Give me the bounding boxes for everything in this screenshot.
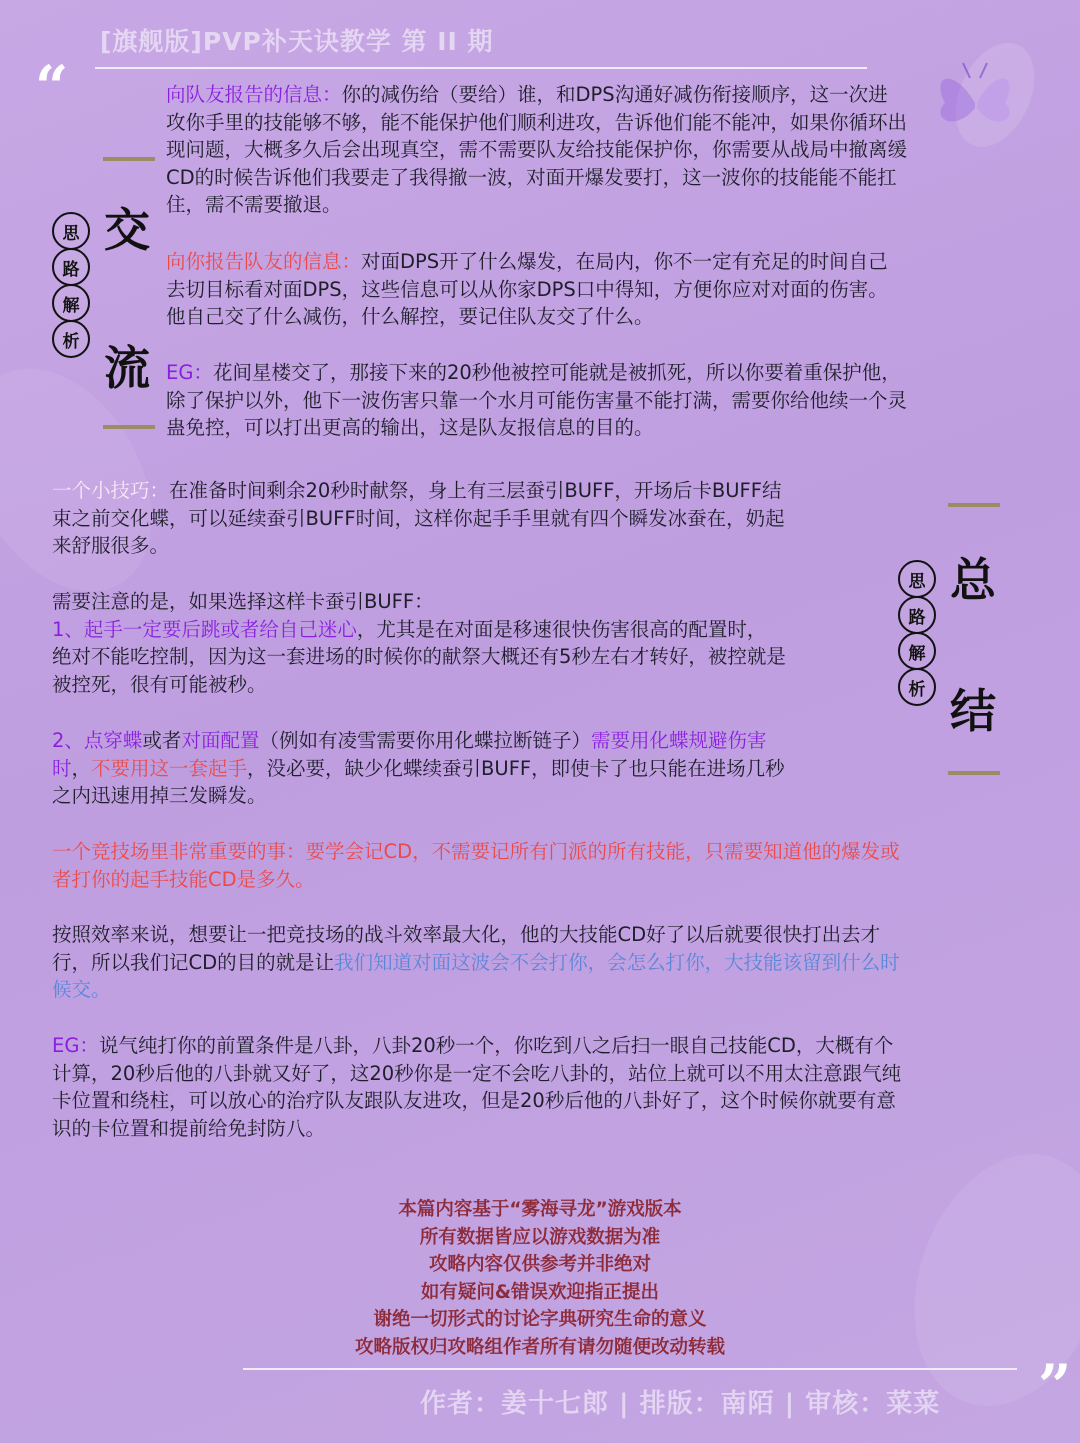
paragraph-line: CD的时候告诉他们我要走了我得撤一波，对面开爆发要打，这一波你的技能能不能扛 — [166, 165, 897, 189]
paragraph-lead: 向队友报告的信息： — [166, 83, 342, 106]
text-segment: 行，所以我们记CD的目的就是让 — [52, 950, 335, 974]
paragraph-line: 攻你手里的技能够不够，能不能保护他们顺利进攻，告诉他们能不能冲，如果你循环出 — [166, 110, 908, 134]
seal-char: 析 — [898, 668, 936, 706]
seal-char: 路 — [52, 248, 90, 286]
page-title: [旗舰版]PVP补天诀教学 第 II 期 — [100, 27, 494, 56]
paragraph-line: 绝对不能吃控制，因为这一套进场的时候你的献祭大概还有5秒左右才转好，被控就是 — [52, 645, 786, 668]
text-segment: （例如有凌雪需要你用化蝶拉断链子） — [259, 729, 591, 752]
close-quote-icon: ” — [1038, 1352, 1072, 1420]
text-segment: 对面配置 — [181, 729, 260, 752]
disclaimer-notes — [0, 1196, 1080, 1362]
seal-char: 析 — [52, 320, 90, 358]
section-label-char: 交 — [104, 203, 150, 257]
paragraph-line: 者打你的起手技能CD是多久。 — [52, 867, 315, 891]
paragraph-efficiency — [52, 921, 1042, 1004]
paragraph-report-to-you — [166, 248, 1036, 331]
paragraph-line: 对面DPS开了什么爆发，在局内，你不一定有充足的时间自己 — [361, 250, 888, 273]
paragraph-line: 去切目标看对面DPS，这些信息可以从你家DPS口中得知，方便你应对对面的伤害。 — [166, 277, 888, 301]
paragraph-line: 现问题，大概多久后会出现真空，需不需要队友给技能保护你，你需要从战局中撤离缓 — [166, 138, 908, 161]
paragraph-report-to-team — [166, 81, 1036, 219]
seal-char: 思 — [898, 560, 936, 598]
paragraph-lead: 向你报告队友的信息： — [166, 250, 362, 273]
seal-char: 路 — [898, 596, 936, 634]
paragraph-important — [52, 838, 1042, 893]
paragraph-line: ，尤其是在对面是移速很快伤害很高的配置时， — [356, 617, 767, 641]
paragraph-example-2 — [52, 1032, 1042, 1142]
note-line: 谢绝一切形式的讨论字典研究生命的意义 — [373, 1309, 707, 1331]
item-lead: 2、点穿蝶 — [52, 729, 143, 752]
paragraph-line: 被控死，很有可能被秒。 — [52, 672, 267, 696]
paragraph-line: 在准备时间剩余20秒时献祭，身上有三层蚕引BUFF，开场后卡BUFF结 — [169, 479, 782, 502]
paragraph-lead: EG： — [166, 361, 213, 384]
text-segment: 需要用化蝶规避伤害 — [590, 729, 767, 752]
paragraph-item-2 — [52, 727, 902, 810]
paragraph-tip — [52, 477, 902, 560]
section-bar — [948, 503, 1000, 507]
paragraph-line: 识的卡位置和提前给免封防八。 — [52, 1116, 326, 1140]
section-bar — [103, 157, 155, 161]
open-quote-icon: “ — [35, 53, 69, 121]
item-lead: 1、起手一定要后跳或者给自己迷心 — [52, 617, 357, 641]
paragraph-line: 卡位置和绕柱，可以放心的治疗队友跟队友进攻，但是20秒后他的八卦好了，这个时候你就要有意 — [52, 1089, 896, 1112]
paragraph-example-1 — [166, 359, 1036, 442]
seal-char: 解 — [898, 632, 936, 670]
paragraph-line: 你的减伤给（要给）谁，和DPS沟通好减伤衔接顺序，这一次进 — [341, 83, 888, 106]
section-label-char: 流 — [104, 341, 150, 395]
note-line: 攻略内容仅供参考并非绝对 — [428, 1254, 651, 1276]
text-segment: 时 — [52, 756, 72, 780]
note-line: 本篇内容基于“雾海寻龙”游戏版本 — [398, 1199, 682, 1220]
text-segment: 我们知道对面这波会不会打你，会怎么打你，大技能该留到什么时 — [334, 950, 900, 974]
paragraph-lead: 一个小技巧： — [52, 479, 170, 502]
paragraph-line: 候交。 — [52, 978, 111, 1001]
paragraph-line: 按照效率来说，想要让一把竞技场的战斗效率最大化，他的大技能CD好了以后就要很快打出去才 — [52, 923, 881, 946]
paragraph-line: 他自己交了什么减伤，什么解控，要记住队友交了什么。 — [166, 305, 654, 328]
section-bar — [948, 771, 1000, 775]
text-segment: ，没必要，缺少化蝶续蚕引BUFF，即使卡了也只能在进场几秒 — [247, 756, 785, 780]
paragraph-line: 花间星楼交了，那接下来的20秒他被控可能就是被抓死，所以你要着重保护他， — [212, 361, 901, 384]
paragraph-line: 除了保护以外，他下一波伤害只靠一个水月可能伤害量不能打满，需要你给他续一个灵 — [166, 388, 908, 412]
note-line: 所有数据皆应以游戏数据为准 — [419, 1226, 661, 1248]
credits: 作者：姜十七郎 | 排版：南陌 | 审核：菜菜 — [420, 1389, 941, 1419]
note-line: 攻略版权归攻略组作者所有请勿随便改动转载 — [354, 1336, 725, 1358]
footer-divider — [243, 1368, 1017, 1370]
paragraph-line: 说气纯打你的前置条件是八卦，八卦20秒一个，你吃到八之后扫一眼自己技能CD，大概有个 — [98, 1034, 894, 1057]
text-segment: 或者 — [142, 729, 182, 752]
paragraph-line: 之内迅速用掉三发瞬发。 — [52, 784, 267, 807]
text-segment: 不要用这一套起手 — [91, 756, 248, 780]
paragraph-note — [52, 588, 902, 698]
paragraph-lead: EG： — [52, 1034, 99, 1057]
section-label-char: 总 — [950, 553, 996, 607]
paragraph-line: 住，需不需要撤退。 — [166, 193, 342, 216]
paragraph-line: 来舒服很多。 — [52, 534, 170, 557]
seal-char: 思 — [52, 212, 90, 250]
header-divider — [95, 67, 867, 69]
paragraph-line: 束之前交化蝶，可以延续蚕引BUFF时间，这样你起手手里就有四个瞬发冰蚕在，奶起 — [52, 506, 785, 530]
note-line: 如有疑问&错误欢迎指正提出 — [420, 1281, 660, 1303]
seal-char: 解 — [52, 284, 90, 322]
paragraph-line: 一个竞技场里非常重要的事：要学会记CD，不需要记所有门派的所有技能，只需要知道他的爆发或 — [52, 840, 900, 863]
text-segment: ， — [71, 756, 92, 780]
paragraph-line: 需要注意的是，如果选择这样卡蚕引BUFF： — [52, 590, 434, 613]
section-label-char: 结 — [950, 684, 996, 738]
paragraph-line: 计算，20秒后他的八卦就又好了，这20秒你是一定不会吃八卦的，站位上就可以不用太注意跟气纯 — [52, 1061, 902, 1085]
section-bar — [103, 425, 155, 429]
paragraph-line: 蛊免控，可以打出更高的输出，这是队友报信息的目的。 — [166, 416, 654, 439]
